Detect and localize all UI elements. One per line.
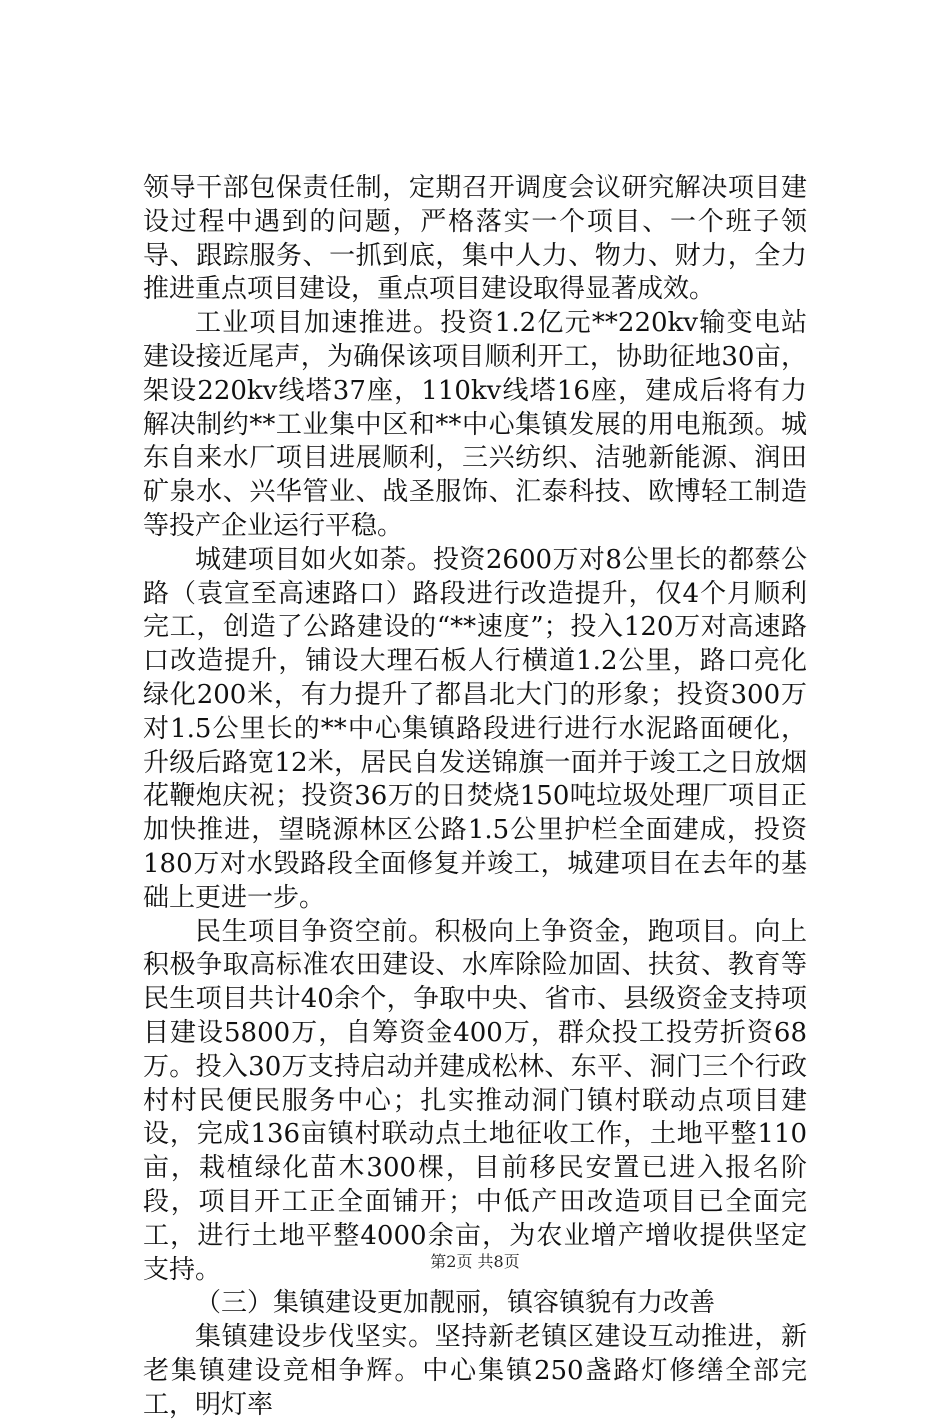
section-heading-town-construction: （三）集镇建设更加靓丽，镇容镇貌有力改善 (195, 1288, 716, 1319)
paragraph-urban-construction: 城建项目如火如荼。投资2600万对8公里长的都蔡公路（袁宣至高速路口）路段进行改造提升，仅4个月顺利完工，创造了公路建设的“**速度”；投入120万对高速路口改造提升，铺设大理石板人行横道1.2公里，路口亮化绿化200米，有力提升了都昌北大门的形象；投资300万对1.5公里长的**中心集镇路段进行进行水泥路面硬化，升级后路宽12米，居民自发送锦旗一面并于竣工之日放烟花鞭炮庆祝；投资36万的日焚烧150吨垃圾处理厂项目正加快推进，望晓源林区公路1.5公里护栏全面建成，投资180万对水毁路段全面修复并竣工，城建项目在去年的基础上更进一步。 (143, 544, 807, 913)
paragraph-industrial-projects: 工业项目加速推进。投资1.2亿元**220kv输变电站建设接近尾声，为确保该项目顺利开工，协助征地30亩，架设220kv线塔37座，110kv线塔16座，建成后将有力解决制约**工业集中区和**中心集镇发展的用电瓶颈。城东自来水厂项目进展顺利，三兴纺织、洁驰新能源、润田矿泉水、兴华管业、战圣服饰、汇泰科技、欧博轻工制造等投产企业运行平稳。 (143, 308, 807, 541)
paragraph-continued: 领导干部包保责任制，定期召开调度会议研究解决项目建设过程中遇到的问题，严格落实一个项目、一个班子领导、跟踪服务、一抓到底，集中人力、物力、财力，全力推进重点项目建设，重点项目建设取得显著成效。 (143, 173, 807, 305)
paragraph-town-construction: 集镇建设步伐坚实。坚持新老镇区建设互动推进，新老集镇建设竞相争辉。中心集镇250盏路灯修缮全部完工，明灯率 (143, 1322, 807, 1420)
paragraph-livelihood-projects: 民生项目争资空前。积极向上争资金，跑项目。向上积极争取高标准农田建设、水库除险加固、扶贫、教育等民生项目共计40余个，争取中央、省市、县级资金支持项目建设5800万，自筹资金400万，群众投工投劳折资68万。投入30万支持启动并建成松林、东平、洞门三个行政村村民便民服务中心；扎实推动洞门镇村联动点项目建设，完成136亩镇村联动点土地征收工作，土地平整110亩，栽植绿化苗木300棵，目前移民安置已进入报名阶段，项目开工正全面铺开；中低产田改造项目已全面完工，进行土地平整4000余亩，为农业增产增收提供坚定支持。 (143, 916, 807, 1285)
document-body (143, 172, 807, 1422)
page-number-footer: 第2页 共8页 (430, 1252, 520, 1271)
